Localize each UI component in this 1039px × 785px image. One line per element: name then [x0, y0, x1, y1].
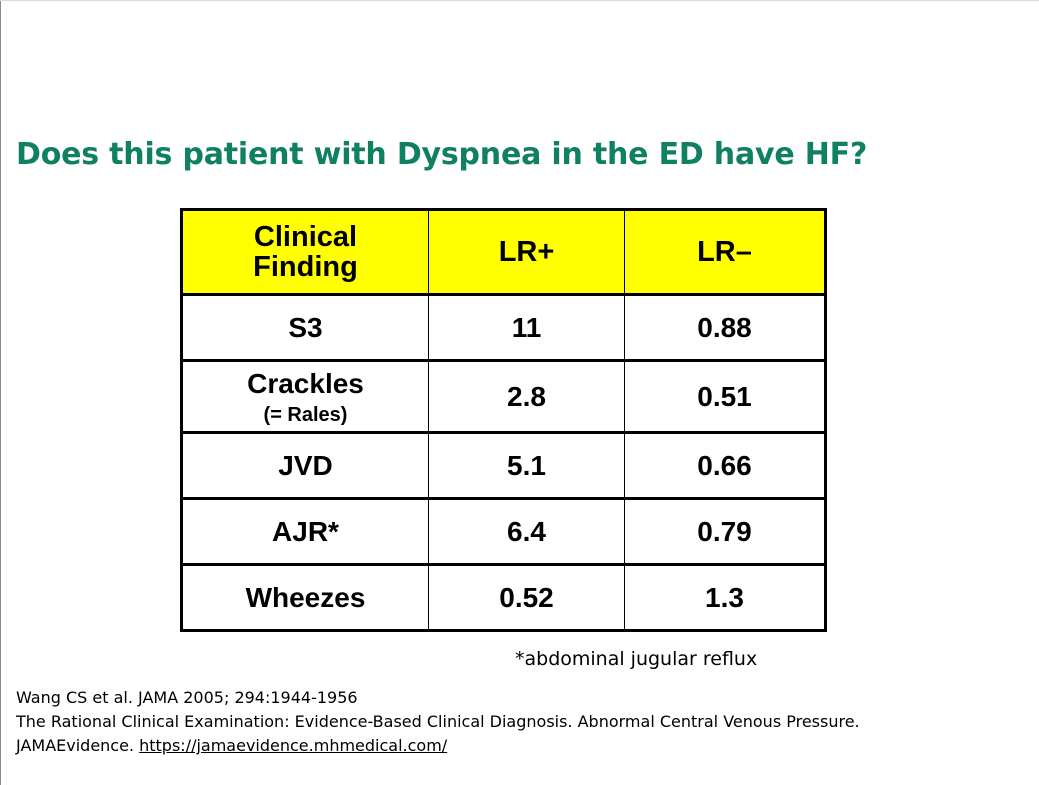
reference-line-1: Wang CS et al. JAMA 2005; 294:1944-1956 — [16, 688, 358, 707]
table-row — [182, 499, 826, 565]
lr-positive-cell: 2.8 — [429, 361, 625, 433]
finding-cell: JVD — [182, 433, 429, 499]
table-row — [182, 433, 826, 499]
lr-negative-cell: 0.66 — [625, 433, 826, 499]
lr-negative-cell: 0.88 — [625, 295, 826, 361]
lr-negative-cell: 1.3 — [625, 565, 826, 631]
reference-line-3-prefix: JAMAEvidence. — [16, 736, 140, 755]
finding-name: Crackles — [247, 367, 364, 399]
jama-evidence-link[interactable]: https://jamaevidence.mhmedical.com/ — [139, 736, 448, 755]
finding-note: (= Rales) — [263, 403, 348, 426]
lr-positive-cell: 0.52 — [429, 565, 625, 631]
table-row — [182, 295, 826, 361]
header-lr-negative: LR– — [625, 210, 826, 295]
lr-positive-cell: 6.4 — [429, 499, 625, 565]
table-header-row — [182, 210, 826, 295]
finding-cell — [182, 361, 429, 433]
likelihood-ratio-table — [180, 208, 827, 632]
table-row — [182, 565, 826, 631]
slide-top-border — [0, 0, 1039, 1]
table-row — [182, 361, 826, 433]
lr-positive-cell: 5.1 — [429, 433, 625, 499]
header-clinical-finding — [182, 210, 429, 295]
finding-cell: S3 — [182, 295, 429, 361]
table-footnote: *abdominal jugular reflux — [515, 648, 758, 670]
slide-left-border — [0, 0, 1, 785]
slide-title: Does this patient with Dyspnea in the ED have HF? — [16, 137, 868, 172]
reference-line-2: The Rational Clinical Examination: Evidence-Based Clinical Diagnosis. Abnormal Central Venous Pressure. — [16, 712, 860, 731]
lr-negative-cell: 0.51 — [625, 361, 826, 433]
references — [16, 686, 860, 758]
header-finding-line1: Clinical — [253, 221, 358, 253]
reference-line-3 — [16, 734, 860, 758]
lr-negative-cell: 0.79 — [625, 499, 826, 565]
finding-cell: Wheezes — [182, 565, 429, 631]
lr-positive-cell: 11 — [429, 295, 625, 361]
header-finding-line2: Finding — [253, 251, 358, 283]
finding-cell: AJR* — [182, 499, 429, 565]
header-lr-positive: LR+ — [429, 210, 625, 295]
